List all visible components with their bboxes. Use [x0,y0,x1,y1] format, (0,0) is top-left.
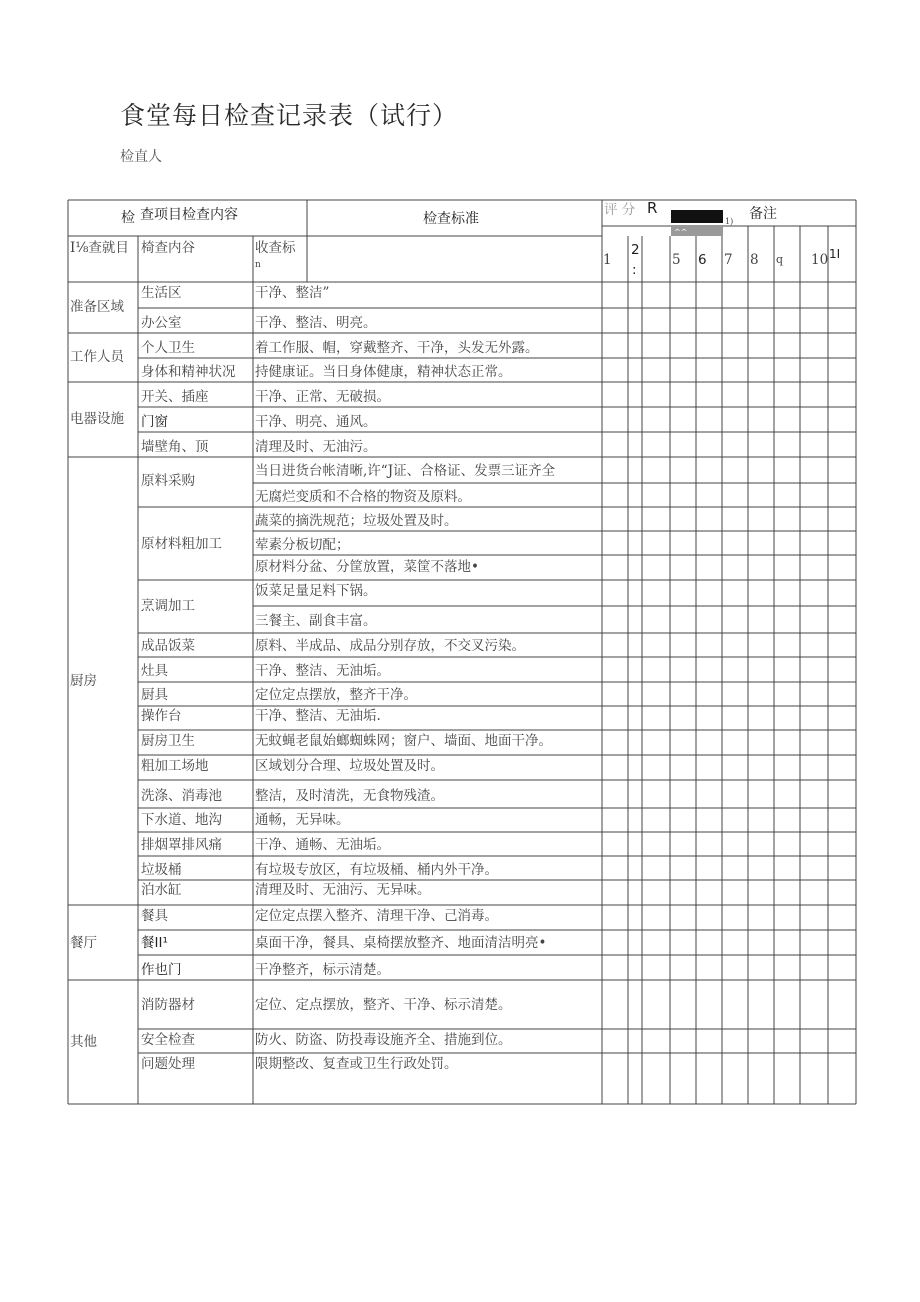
item-standard: 整洁，及时清洗，无食物残渣。 [255,788,444,804]
header-col2: 查项目检查内容 [140,207,238,223]
item-standard: 饭菜足量足料下锅。 [255,583,377,599]
item-standard: 防火、防盗、防投毒设施齐全、措施到位。 [255,1032,512,1048]
day-11: 1I [829,247,841,261]
item-standard: 蔬菜的摘洗规范；垃圾处置及时。 [255,513,458,529]
item-standard: 干净、整洁、无油垢。 [255,663,390,679]
item-standard: 原料、半成品、成品分别存放，不交叉污染。 [255,638,525,654]
item-name: 灶具 [141,663,168,679]
day-10: 10 [811,252,829,268]
item-standard: 干净整齐，标示清楚。 [255,962,390,978]
item-name: 垃圾桶 [141,862,182,878]
item-name: 生活区 [141,285,182,301]
inspector-label: 检直人 [120,149,162,165]
item-standard-2: 无腐烂变质和不合格的物资及原料。 [255,489,471,505]
item-name: 开关、插座 [141,389,209,405]
day-2: 2 [631,242,640,258]
category-electrical: 电器设施 [70,411,124,427]
subheader-standard: 收查标 [255,240,296,256]
item-name: 粗加工场地 [141,758,209,774]
day-9: q [776,253,784,266]
item-name: 烹调加工 [141,598,195,614]
item-name: 消防器材 [141,997,195,1013]
item-name: 门窗 [141,414,168,430]
item-name: 安全检查 [141,1032,195,1048]
category-other: 其他 [70,1034,97,1050]
item-name: 餐具 [141,908,168,924]
item-standard: 限期整改、复查或卫生行政处罚。 [255,1056,458,1072]
item-name: 操作台 [141,708,182,724]
header-gray-text: ^^ [674,228,688,237]
item-name: 洗涤、消毒池 [141,788,222,804]
day-5: 5 [672,252,681,268]
day-8: 8 [750,252,759,268]
header-score-note: 1) [725,217,734,226]
category-prep: 准备区域 [70,299,124,315]
header-score-r: R [647,199,658,217]
day-7: 7 [724,252,733,268]
item-standard: 无蚊蝇老鼠始螂蜘蛛网；窗户、墙面、地面干净。 [255,733,552,749]
item-standard: 定位、定点摆放，整齐、干净、标示清楚。 [255,997,512,1013]
header-col1: 检 [121,210,135,226]
item-standard: 清理及时、无油污。 [255,439,377,455]
category-kitchen: 厨房 [70,673,97,689]
redaction-bar [671,210,723,223]
item-standard-2: 荤素分板切配； [255,537,350,553]
item-standard: 干净、整洁、明亮。 [255,315,377,331]
subheader-content: 椅查内谷 [141,240,195,256]
item-standard: 干净、整洁” [255,285,330,301]
item-standard: 定位定点摆放，整齐干净。 [255,687,417,703]
category-dining: 餐厅 [70,935,97,951]
item-standard: 干净、整洁、无油垢. [255,708,381,724]
item-standard: 干净、正常、无破损。 [255,389,390,405]
item-name: 餐II¹ [141,935,168,951]
subheader-item: I⅛查就目 [70,240,129,256]
item-standard: 着工作服、帽，穿戴整齐、干净，头发无外露。 [255,340,539,356]
header-remarks: 备注 [749,206,777,222]
item-standard: 持健康证。当日身体健康，精神状态正常。 [255,364,512,380]
item-name: 作也门 [141,962,182,978]
day-6: 6 [698,252,707,268]
item-name: 办公室 [141,315,182,331]
item-standard: 干净、通畅、无油垢。 [255,837,390,853]
header-standard: 检查标准 [423,211,479,227]
item-standard: 当日进货台帐清晰,许“J证、合格证、发票三证齐全 [255,463,556,479]
item-standard: 清理及时、无油污、无异味。 [255,882,431,898]
item-standard-3: 原材料分盆、分筐放置，菜筐不落地• [255,559,479,575]
page-title: 食堂每日检查记录表（试行） [120,101,459,130]
item-name: 问题处理 [141,1056,195,1072]
item-standard: 桌面干净，餐具、桌椅摆放整齐、地面清洁明亮• [255,935,547,951]
item-name: 泊水缸 [141,882,182,898]
item-name: 厨房卫生 [141,733,195,749]
item-standard: 定位定点摆入整齐、清理干净、己消毒。 [255,908,498,924]
item-standard: 通畅，无异味。 [255,812,350,828]
item-name: 成品饭菜 [141,638,195,654]
item-name: 身体和精神状况 [141,364,236,380]
item-name: 厨具 [141,687,168,703]
header-score: 评 分 [604,202,636,218]
item-standard: 区域划分合理、垃圾处置及时。 [255,758,444,774]
item-name: 原材料粗加工 [141,536,222,552]
item-name: 原料采购 [141,473,195,489]
item-name: 个人卫生 [141,340,195,356]
day-2-colon: : [632,262,637,278]
subheader-standard-2: n [255,260,261,270]
item-standard-2: 三餐主、副食丰富。 [255,613,377,629]
item-standard: 有垃圾专放区，有垃圾桶、桶内外干净。 [255,862,498,878]
item-standard: 干净、明亮、通风。 [255,414,377,430]
item-name: 墙壁角、顶 [141,439,209,455]
day-1: 1 [603,252,612,268]
item-name: 排烟罩排风痛 [141,837,222,853]
category-staff: 工作人员 [70,349,124,365]
item-name: 下水道、地沟 [141,812,222,828]
